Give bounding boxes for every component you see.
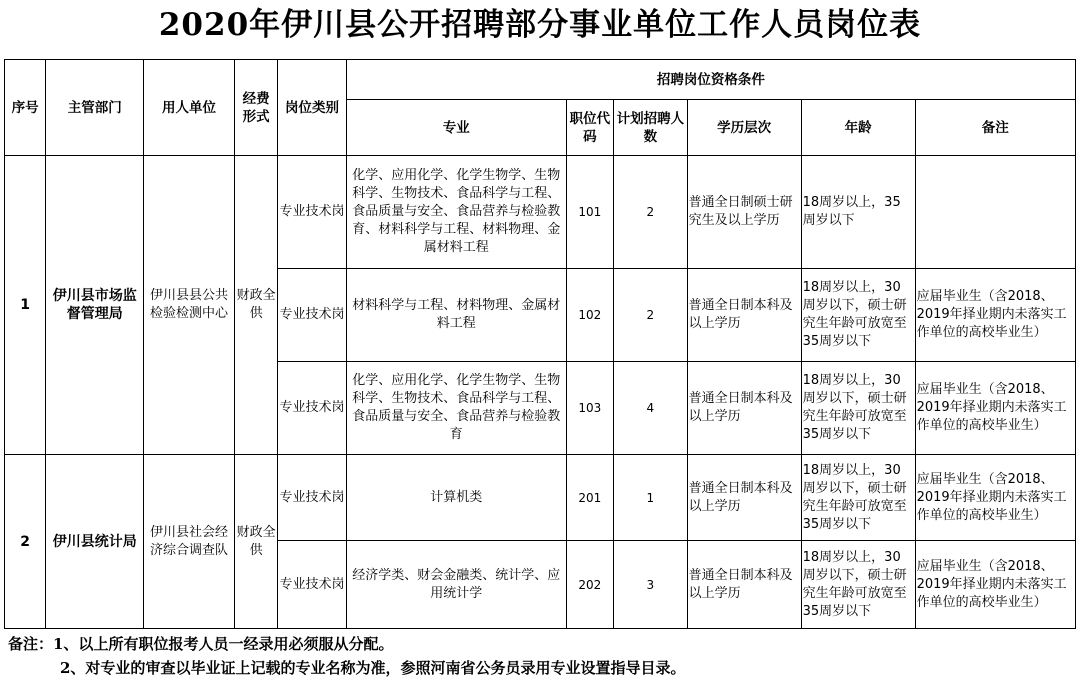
group-unit: 伊川县社会经济综合调查队 xyxy=(144,455,235,629)
footnote-1: 备注：1、以上所有职位报考人员一经录用必须服从分配。 xyxy=(8,635,394,653)
age: 18周岁以上，35周岁以下 xyxy=(801,156,915,269)
job-table xyxy=(4,59,1076,629)
remark: 应届毕业生（含2018、2019年择业期内未落实工作单位的高校毕业生） xyxy=(915,455,1075,541)
age: 18周岁以上，30周岁以下，硕士研究生年龄可放宽至35周岁以下 xyxy=(801,455,915,541)
header-qualifications: 招聘岗位资格条件 xyxy=(346,60,1075,100)
education: 普通全日制本科及以上学历 xyxy=(687,269,801,362)
header-edu: 学历层次 xyxy=(687,100,801,156)
header-major: 专业 xyxy=(346,100,566,156)
post-type: 专业技术岗 xyxy=(278,269,347,362)
footnote-2: 2、对专业的审查以毕业证上记载的专业名称为准，参照河南省公务员录用专业设置指导目录。 xyxy=(60,659,686,677)
age: 18周岁以上，30周岁以下，硕士研究生年龄可放宽至35周岁以下 xyxy=(801,269,915,362)
header-count: 计划招聘人数 xyxy=(614,100,688,156)
post-type: 专业技术岗 xyxy=(278,455,347,541)
major: 化学、应用化学、化学生物学、生物科学、生物技术、食品科学与工程、食品质量与安全、食品营养与检验教育、材料科学与工程、材料物理、金属材料工程 xyxy=(346,156,566,269)
education: 普通全日制本科及以上学历 xyxy=(687,541,801,629)
hire-count: 1 xyxy=(614,455,688,541)
major: 化学、应用化学、化学生物学、生物科学、生物技术、食品科学与工程、食品质量与安全、食品营养与检验教育 xyxy=(346,362,566,455)
footnotes xyxy=(8,632,685,680)
post-type: 专业技术岗 xyxy=(278,541,347,629)
remark: 应届毕业生（含2018、2019年择业期内未落实工作单位的高校毕业生） xyxy=(915,362,1075,455)
hire-count: 3 xyxy=(614,541,688,629)
major: 经济学类、财会金融类、统计学、应用统计学 xyxy=(346,541,566,629)
education: 普通全日制本科及以上学历 xyxy=(687,362,801,455)
header-code: 职位代码 xyxy=(566,100,613,156)
header-age: 年龄 xyxy=(801,100,915,156)
hire-count: 2 xyxy=(614,156,688,269)
post-type: 专业技术岗 xyxy=(278,362,347,455)
hire-count: 4 xyxy=(614,362,688,455)
group-fund: 财政全供 xyxy=(234,156,277,455)
table-row xyxy=(5,455,1076,541)
hire-count: 2 xyxy=(614,269,688,362)
post-code: 201 xyxy=(566,455,613,541)
major: 计算机类 xyxy=(346,455,566,541)
education: 普通全日制本科及以上学历 xyxy=(687,455,801,541)
age: 18周岁以上，30周岁以下，硕士研究生年龄可放宽至35周岁以下 xyxy=(801,362,915,455)
remark xyxy=(915,156,1075,269)
remark: 应届毕业生（含2018、2019年择业期内未落实工作单位的高校毕业生） xyxy=(915,541,1075,629)
page-title: 2020年伊川县公开招聘部分事业单位工作人员岗位表 xyxy=(158,7,922,43)
group-seq: 2 xyxy=(5,455,46,629)
header-remark: 备注 xyxy=(915,100,1075,156)
header-fund: 经费形式 xyxy=(234,60,277,156)
post-code: 202 xyxy=(566,541,613,629)
group-seq: 1 xyxy=(5,156,46,455)
header-dept: 主管部门 xyxy=(46,60,144,156)
major: 材料科学与工程、材料物理、金属材料工程 xyxy=(346,269,566,362)
table-row xyxy=(5,156,1076,269)
group-unit: 伊川县县公共检验检测中心 xyxy=(144,156,235,455)
post-code: 102 xyxy=(566,269,613,362)
header-unit: 用人单位 xyxy=(144,60,235,156)
post-type: 专业技术岗 xyxy=(278,156,347,269)
group-fund: 财政全供 xyxy=(234,455,277,629)
header-post-type: 岗位类别 xyxy=(278,60,347,156)
group-dept: 伊川县统计局 xyxy=(46,455,144,629)
post-code: 103 xyxy=(566,362,613,455)
education: 普通全日制硕士研究生及以上学历 xyxy=(687,156,801,269)
group-dept: 伊川县市场监督管理局 xyxy=(46,156,144,455)
remark: 应届毕业生（含2018、2019年择业期内未落实工作单位的高校毕业生） xyxy=(915,269,1075,362)
header-seq: 序号 xyxy=(5,60,46,156)
post-code: 101 xyxy=(566,156,613,269)
age: 18周岁以上，30周岁以下，硕士研究生年龄可放宽至35周岁以下 xyxy=(801,541,915,629)
